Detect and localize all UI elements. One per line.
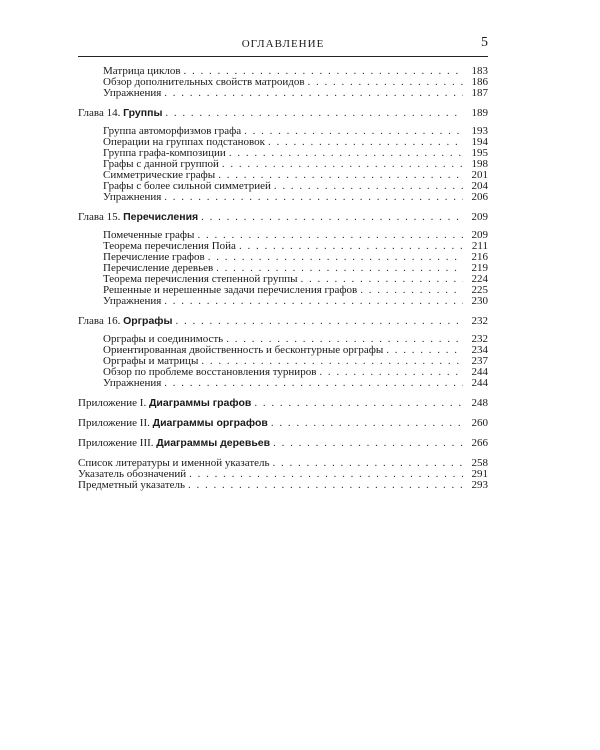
toc-entry: Орграфы и соединимость . . . 232 bbox=[78, 334, 488, 345]
toc-entry: Орграфы и матрицы . . . 237 bbox=[78, 356, 488, 367]
toc-entry: Симметрические графы . . . 201 bbox=[78, 170, 488, 181]
appendix-3: Приложение III. Диаграммы деревьев . . . 266 bbox=[78, 438, 488, 449]
toc-entry: Упражнения . . . 230 bbox=[78, 296, 488, 307]
toc-entry: Группа автоморфизмов графа . . . 193 bbox=[78, 126, 488, 137]
header-title: ОГЛАВЛЕНИЕ bbox=[241, 38, 325, 50]
toc-entry: Графы с более сильной симметрией . . . 204 bbox=[78, 181, 488, 192]
toc-entry: Операции на группах подстановок . . . 194 bbox=[78, 137, 488, 148]
toc-entry: Перечисление графов . . . 216 bbox=[78, 252, 488, 263]
toc-entry: Решенные и нерешенные задачи перечисления графов . . . 225 bbox=[78, 285, 488, 296]
toc-entry: Группа графа-композиции . . . 195 bbox=[78, 148, 488, 159]
toc-entry-notation-index: Указатель обозначений . . . 291 bbox=[78, 469, 488, 480]
appendix-2: Приложение II. Диаграммы орграфов . . . 260 bbox=[78, 418, 488, 429]
toc-entry-subject-index: Предметный указатель . . . 293 bbox=[78, 480, 488, 491]
toc-entry: Упражнения . . . 206 bbox=[78, 192, 488, 203]
chapter-16-heading: Глава 16. Орграфы . . . 232 bbox=[78, 316, 488, 327]
header-rule bbox=[78, 56, 488, 57]
toc-entry: Перечисление деревьев . . . 219 bbox=[78, 263, 488, 274]
toc-entry: Обзор по проблеме восстановления турниров . . . 244 bbox=[78, 367, 488, 378]
table-of-contents bbox=[78, 66, 488, 491]
toc-entry: Теорема перечисления Пойа . . . 211 bbox=[78, 241, 488, 252]
chapter-15-heading: Глава 15. Перечисления . . . 209 bbox=[78, 212, 488, 223]
header-page-number: 5 bbox=[481, 35, 488, 50]
toc-entry: Графы с данной группой . . . 198 bbox=[78, 159, 488, 170]
toc-entry: Помеченные графы . . . 209 bbox=[78, 230, 488, 241]
toc-entry: Теорема перечисления степенной группы . . . 224 bbox=[78, 274, 488, 285]
toc-entry: Упражнения . . . 244 bbox=[78, 378, 488, 389]
chapter-14-heading: Глава 14. Группы . . . 189 bbox=[78, 108, 488, 119]
appendix-1: Приложение I. Диаграммы графов . . . 248 bbox=[78, 398, 488, 409]
toc-entry: Матрица циклов . . . 183 bbox=[78, 66, 488, 77]
toc-entry: Упражнения . . . 187 bbox=[78, 88, 488, 99]
toc-entry: Обзор дополнительных свойств матроидов . . . 186 bbox=[78, 77, 488, 88]
running-header bbox=[78, 35, 488, 54]
toc-entry-bibliography: Список литературы и именной указатель . . . 258 bbox=[78, 458, 488, 469]
toc-entry: Ориентированная двойственность и бесконтурные орграфы . . . 234 bbox=[78, 345, 488, 356]
